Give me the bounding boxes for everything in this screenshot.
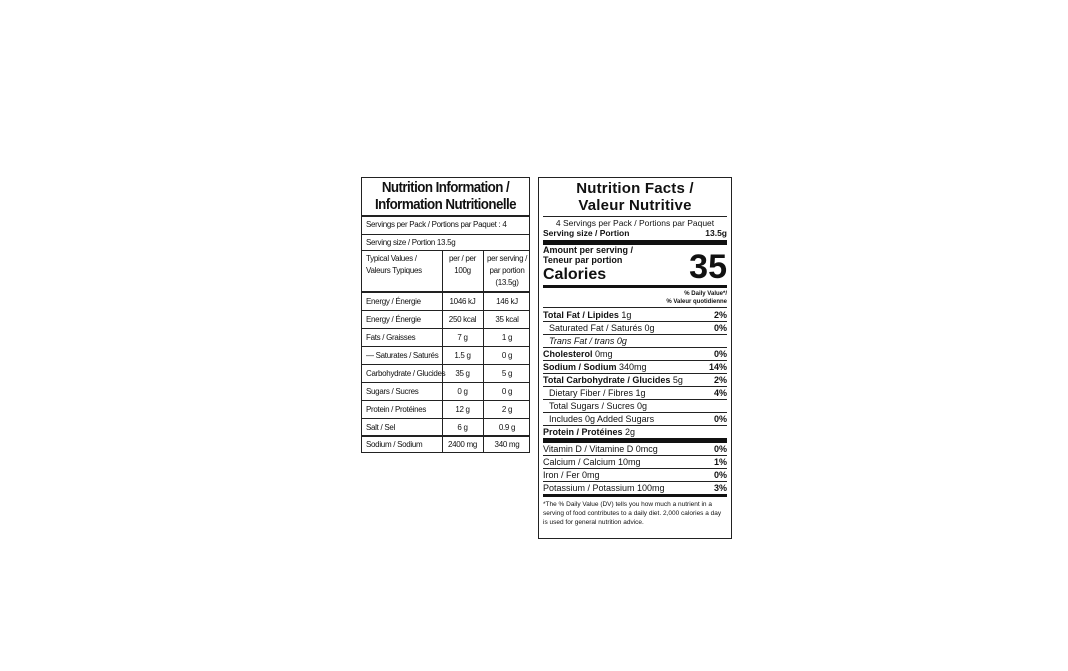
nutrition-facts-title: Nutrition Facts / Valeur Nutritive	[576, 180, 694, 214]
sugars-row: Total Sugars / Sucres 0g	[549, 401, 648, 411]
footnote: *The % Daily Value (DV) tells you how much a nutrient in a serving of food contributes to a daily diet. 2,000 calories a day is used for general nutrition advice.	[543, 501, 722, 526]
total-fat-row: Total Fat / Lipides 1g 2%	[543, 310, 727, 320]
iron-row: Iron / Fer 0mg 0%	[543, 470, 727, 480]
vitamin-d-row: Vitamin D / Vitamine D 0mcg 0%	[543, 444, 727, 454]
servings-per-pack: 4 Servings per Pack / Portions par Paquet	[555, 218, 715, 228]
daily-value-header: % Daily Value*/ % Valeur quotidienne	[666, 291, 727, 305]
divider	[362, 215, 529, 217]
cholesterol-row: Cholesterol 0mg 0%	[543, 349, 727, 359]
fiber-row: Dietary Fiber / Fibres 1g 4%	[549, 388, 727, 398]
nutrition-information-table: Nutrition Information / Information Nutritionelle Servings per Pack / Portions par Paquet : 4 Serving size / Portion 13.5g Typical Values / Valeurs Typiques per / per 100g per serving / par portion (13.5g) Energy / Énergie 1046 kJ 146 kJ Energy / Énergie 250 kcal 35 kcal Fats / Graisses 7 g 1 g — Saturates / Saturés 1.5 g 0 g Carbohydrate / Glucides 35 g 5 g Sugars / Sucres 0 g 0 g Protein / Protéines 12 g 2 g Salt / Sel 6 g 0.9 g Sodium / Sodium 2400 mg 340 mg	[361, 177, 530, 453]
calories-value: 35	[689, 248, 727, 286]
carbohydrate-row: Total Carbohydrate / Glucides 5g 2%	[543, 375, 727, 385]
divider	[362, 291, 529, 293]
calories-block: Amount per serving / Teneur par portion Calories 35	[543, 245, 727, 286]
calcium-row: Calcium / Calcium 10mg 1%	[543, 457, 727, 467]
divider	[362, 234, 529, 235]
nutrition-information-title: Nutrition Information / Information Nutritionelle	[374, 180, 517, 213]
added-sugars-row: Includes 0g Added Sugars 0%	[549, 414, 727, 424]
trans-fat-row: Trans Fat / trans 0g	[549, 336, 627, 346]
potassium-row: Potassium / Potassium 100mg 3%	[543, 483, 727, 493]
sodium-row: Sodium / Sodium 340mg 14%	[543, 362, 727, 372]
divider	[362, 250, 529, 251]
saturated-fat-row: Saturated Fat / Saturés 0g 0%	[549, 323, 727, 333]
serving-size: Serving size / Portion 13.5g	[543, 228, 727, 238]
protein-row: Protein / Protéines 2g	[543, 427, 636, 437]
calories-label: Calories	[543, 266, 607, 283]
nutrition-facts-label	[538, 177, 732, 539]
